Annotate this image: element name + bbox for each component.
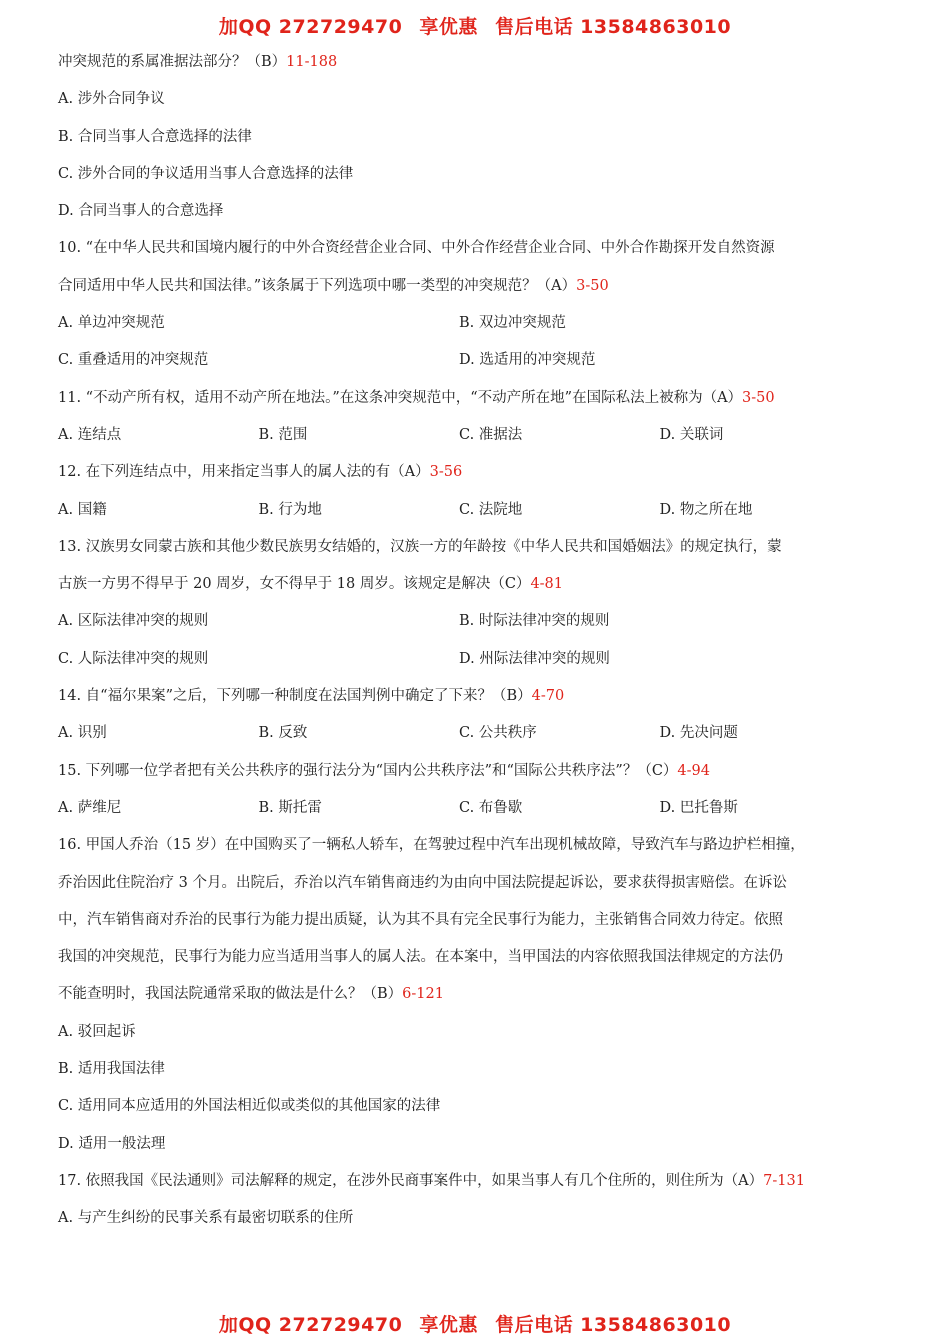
q16-option-b: B. 适用我国法律 xyxy=(58,1061,165,1078)
q13-stem-line2: 古族一方男不得早于 20 周岁，女不得早于 18 周岁。该规定是解决（C）4-81 xyxy=(58,576,564,593)
q14-stem: 14. 自“福尔果案”之后，下列哪一种制度在法国判例中确定了下来？（B）4-70 xyxy=(58,688,565,705)
q12-ref: 3-56 xyxy=(429,464,463,481)
q14-ref: 4-70 xyxy=(531,688,565,705)
q9-option-c: C. 涉外合同的争议适用当事人合意选择的法律 xyxy=(58,165,354,182)
q10-option-b: B. 双边冲突规范 xyxy=(459,315,566,332)
q17-stem: 17. 依照我国《民法通则》司法解释的规定，在涉外民商事案件中，如果当事人有几个住所的，则住所为（A）7-131 xyxy=(58,1172,805,1189)
q16-stem-line3: 中，汽车销售商对乔治的民事行为能力提出质疑，认为其不具有完全民事行为能力，主张销售合同效力待定。依照 xyxy=(58,911,783,928)
q15-ref: 4-94 xyxy=(677,762,710,779)
q16-option-a: A. 驳回起诉 xyxy=(58,1023,136,1040)
q12-options xyxy=(58,496,898,533)
q11-option-d: D. 关联词 xyxy=(659,426,724,443)
q15-option-a: A. 萨维尼 xyxy=(58,799,122,816)
q16-stem-line1: 16. 甲国人乔治（15 岁）在中国购买了一辆私人轿车，在驾驶过程中汽车出现机械故障，导致汽车与路边护栏相撞， xyxy=(58,837,805,854)
q11-stem: 11. “不动产所有权，适用不动产所在地法。”在这条冲突规范中，“不动产所在地”在国际私法上被称为（A）3-50 xyxy=(58,389,775,406)
q13-stem-line1: 13. 汉族男女同蒙古族和其他少数民族男女结婚的，汉族一方的年龄按《中华人民共和国婚姻法》的规定执行，蒙 xyxy=(58,538,782,555)
q12-option-c: C. 法院地 xyxy=(459,501,523,518)
q11-option-c: C. 准据法 xyxy=(459,426,523,443)
q10-options-row2 xyxy=(58,346,898,383)
q11-options xyxy=(58,421,898,458)
q14-option-c: C. 公共秩序 xyxy=(459,725,537,742)
q9-option-b: B. 合同当事人合意选择的法律 xyxy=(58,128,252,145)
question-list xyxy=(58,48,898,1242)
q16-ref: 6-121 xyxy=(402,986,444,1003)
banner-deal: 享优惠 xyxy=(419,16,478,38)
footer-banner-phone: 售后电话 13584863010 xyxy=(495,1314,732,1336)
q10-option-a: A. 单边冲突规范 xyxy=(58,315,165,332)
q16-stem-line2: 乔治因此住院治疗 3 个月。出院后，乔治以汽车销售商违约为由向中国法院提起诉讼，要求获得损害赔偿。在诉讼 xyxy=(58,874,787,891)
q17-option-a: A. 与产生纠纷的民事关系有最密切联系的住所 xyxy=(58,1210,354,1227)
q13-ref: 4-81 xyxy=(530,576,564,593)
q12-stem: 12. 在下列连结点中，用来指定当事人的属人法的有（A）3-56 xyxy=(58,464,463,481)
q13-options-row1 xyxy=(58,607,898,644)
q9-stem: 冲突规范的系属准据法部分？（B）11-188 xyxy=(58,54,338,70)
q16-stem-line5: 不能查明时，我国法院通常采取的做法是什么？（B）6-121 xyxy=(58,986,444,1003)
q17-ref: 7-131 xyxy=(763,1172,805,1189)
q10-option-c: C. 重叠适用的冲突规范 xyxy=(58,352,209,369)
q10-stem-line1: 10. “在中华人民共和国境内履行的中外合资经营企业合同、中外合作经营企业合同、中外合作勘探开发自然资源 xyxy=(58,240,775,257)
q13-option-d: D. 州际法律冲突的规则 xyxy=(459,650,610,667)
q14-option-d: D. 先决问题 xyxy=(659,725,738,742)
q13-option-c: C. 人际法律冲突的规则 xyxy=(58,650,209,667)
q11-option-b: B. 范围 xyxy=(258,426,308,443)
q12-option-d: D. 物之所在地 xyxy=(659,501,753,518)
header-banner xyxy=(0,12,950,39)
banner-qq: 加QQ 272729470 xyxy=(218,16,403,38)
q9-option-a: A. 涉外合同争议 xyxy=(58,91,165,108)
q9-option-d: D. 合同当事人的合意选择 xyxy=(58,203,224,220)
q15-option-c: C. 布鲁歇 xyxy=(459,799,523,816)
q11-ref: 3-50 xyxy=(742,389,775,406)
q15-option-b: B. 斯托雷 xyxy=(258,799,322,816)
footer-banner xyxy=(0,1310,950,1337)
banner-phone: 售后电话 13584863010 xyxy=(495,16,732,38)
q13-option-a: A. 区际法律冲突的规则 xyxy=(58,613,209,630)
q15-options xyxy=(58,794,898,831)
q13-option-b: B. 时际法律冲突的规则 xyxy=(459,613,610,630)
q15-stem: 15. 下列哪一位学者把有关公共秩序的强行法分为“国内公共秩序法”和“国际公共秩序法”？（C）4-94 xyxy=(58,762,710,779)
q13-options-row2 xyxy=(58,645,898,682)
q9-ref: 11-188 xyxy=(286,54,338,70)
q12-option-b: B. 行为地 xyxy=(258,501,322,518)
footer-banner-qq: 加QQ 272729470 xyxy=(218,1314,403,1336)
q10-option-d: D. 选适用的冲突规范 xyxy=(459,352,596,369)
q12-option-a: A. 国籍 xyxy=(58,501,107,518)
q10-ref: 3-50 xyxy=(576,277,609,294)
q10-options-row1 xyxy=(58,309,898,346)
q14-option-a: A. 识别 xyxy=(58,725,107,742)
q16-stem-line4: 我国的冲突规范，民事行为能力应当适用当事人的属人法。在本案中，当甲国法的内容依照我国法律规定的方法仍 xyxy=(58,949,783,966)
q14-option-b: B. 反致 xyxy=(258,725,308,742)
footer-banner-deal: 享优惠 xyxy=(419,1314,478,1336)
q16-option-c: C. 适用同本应适用的外国法相近似或类似的其他国家的法律 xyxy=(58,1098,441,1115)
q14-options xyxy=(58,719,898,756)
q15-option-d: D. 巴托鲁斯 xyxy=(659,799,738,816)
q11-option-a: A. 连结点 xyxy=(58,426,122,443)
q16-option-d: D. 适用一般法理 xyxy=(58,1135,166,1152)
q10-stem-line2: 合同适用中华人民共和国法律。”该条属于下列选项中哪一类型的冲突规范？（A）3-50 xyxy=(58,277,609,294)
